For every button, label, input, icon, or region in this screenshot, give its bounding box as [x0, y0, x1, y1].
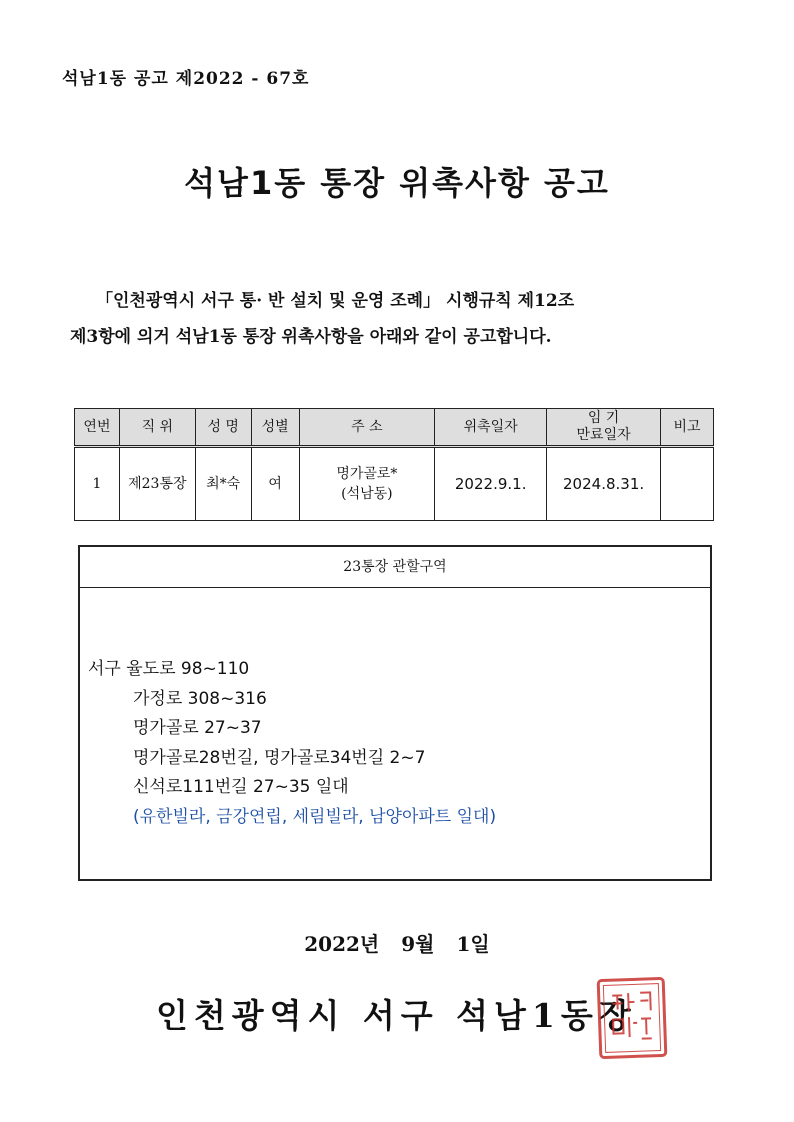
cell-gender: 여 — [251, 447, 299, 521]
header-no: 연번 — [75, 409, 120, 447]
notice-body — [70, 283, 720, 355]
district-line: 명가골로 27~37 — [133, 718, 262, 738]
cell-no: 1 — [75, 447, 120, 521]
header-remarks: 비고 — [661, 409, 714, 447]
date-month: 9월 — [401, 932, 435, 956]
district-heading: 23통장 관할구역 — [80, 547, 710, 588]
seal-inner — [603, 983, 661, 1053]
header-address: 주 소 — [299, 409, 435, 447]
cell-term-end: 2024.8.31. — [547, 447, 661, 521]
cell-remarks — [661, 447, 714, 521]
header-term-end — [547, 409, 661, 447]
district-line: 가정로 308~316 — [133, 688, 267, 709]
header-term-line2: 만료일자 — [576, 427, 631, 443]
notice-number: 석남1동 공고 제2022 - 67호 — [62, 69, 310, 89]
district-line: 신석로111번길 27~35 일대 — [133, 777, 349, 797]
date-year: 2022년 — [304, 932, 380, 956]
district-list — [88, 655, 496, 832]
official-seal — [597, 977, 668, 1059]
body-line-1: 「인천광역시 서구 통· 반 설치 및 운영 조례」 시행규칙 제12조 — [96, 291, 575, 311]
header-gender: 성별 — [251, 409, 299, 447]
district-line: 명가골로28번길, 명가골로34번길 2~7 — [133, 747, 426, 768]
body-line-2: 제3항에 의거 석남1동 통장 위촉사항을 아래와 같이 공고합니다. — [70, 327, 552, 347]
address-line-1: 명가골로* — [336, 466, 398, 482]
cell-name: 최*숙 — [195, 447, 251, 521]
header-term-line1: 임 기 — [587, 410, 620, 426]
address-line-2: (석남동) — [341, 486, 393, 502]
cell-position: 제23통장 — [119, 447, 195, 521]
district-line: 서구 율도로 98~110 — [88, 659, 250, 679]
district-note: (유한빌라, 금강연립, 세림빌라, 남양아파트 일대) — [133, 806, 497, 827]
notice-date — [0, 928, 794, 957]
date-day: 1일 — [456, 932, 490, 956]
header-appointed-date: 위촉일자 — [435, 409, 547, 447]
district-box — [78, 545, 712, 881]
cell-address — [299, 447, 435, 521]
appointment-table — [74, 408, 714, 521]
seal-glyph-marks — [608, 988, 656, 1048]
table-row — [75, 447, 714, 521]
signer-name: 인천광역시 서구 석남1동장 — [156, 996, 637, 1035]
cell-appointed-date: 2022.9.1. — [435, 447, 547, 521]
header-position: 직 위 — [119, 409, 195, 447]
table-header-row — [75, 409, 714, 447]
page-title: 석남1동 통장 위촉사항 공고 — [184, 164, 610, 202]
header-name: 성 명 — [195, 409, 251, 447]
